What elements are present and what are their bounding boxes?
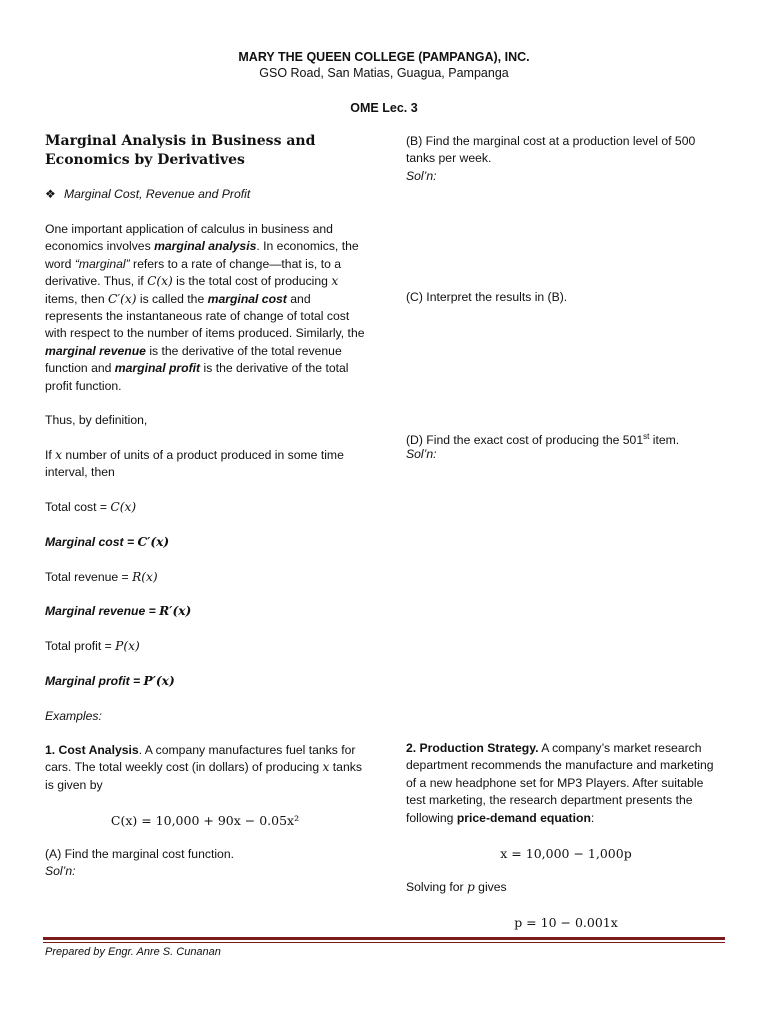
left-column	[45, 0, 365, 940]
example-text: . A company manufactures fuel tanks for cars. The total weekly cost (in dollars) of producing	[45, 743, 356, 775]
def-total-profit	[45, 638, 365, 655]
right-column	[406, 0, 726, 940]
solution-label-a: Sol’n:	[45, 864, 76, 878]
intro-text: is called the	[136, 291, 208, 306]
intro-text: and represents the instantaneous rate of change of total cost with respect to the number of items produced. Similarly, the	[45, 291, 365, 341]
if-text: number of units of a product produced in some time interval, then	[45, 448, 344, 480]
def-label: Marginal cost =	[45, 535, 138, 549]
intro-paragraph	[45, 221, 365, 395]
intro-text: is the total cost of producing	[172, 274, 332, 289]
def-total-cost	[45, 499, 365, 516]
footer-credit: Prepared by Engr. Anre S. Cunanan	[45, 946, 221, 958]
def-label: Marginal revenue =	[45, 604, 160, 618]
def-label: Total profit =	[45, 639, 116, 653]
example-2-heading: 2. Production Strategy.	[406, 741, 539, 755]
example-text: :	[590, 810, 595, 825]
math-cx: C(x)	[147, 274, 173, 289]
subheading-text: Marginal Cost, Revenue and Profit	[63, 187, 251, 201]
title-line-2: Economics by Derivatives	[45, 152, 245, 168]
def-total-revenue	[45, 569, 365, 586]
def-label: Total cost =	[45, 500, 111, 514]
math-x: x	[331, 274, 339, 289]
thus-line: Thus, by definition,	[45, 413, 148, 427]
solving-text: Solving for	[406, 880, 467, 894]
term-price-demand: price-demand equation	[456, 810, 591, 825]
example-1	[45, 742, 365, 794]
title-line-1: Marginal Analysis in Business and	[45, 133, 316, 149]
def-marginal-profit	[45, 673, 365, 690]
if-text: If	[45, 448, 56, 462]
math-cprime: C′(x)	[108, 291, 137, 306]
solution-label-d: Sol’n:	[406, 447, 437, 461]
term-marginal-analysis: marginal analysis	[154, 239, 257, 254]
def-expr: P(x)	[115, 639, 140, 653]
intro-text: is the derivative of the total revenue function and	[45, 343, 342, 376]
solving-text: gives	[474, 880, 507, 894]
intro-text: refers to a rate of change—that is, to a derivative. Thus, if	[45, 256, 342, 289]
intro-text: items, then	[45, 291, 108, 306]
def-expr: R′(x)	[159, 604, 192, 618]
term-marginal-quoted: “marginal”	[74, 256, 130, 271]
term-marginal-profit: marginal profit	[114, 361, 201, 376]
def-expr: C′(x)	[137, 535, 170, 549]
part-c: (C) Interpret the results in (B).	[406, 290, 568, 304]
solution-label-b: Sol’n:	[406, 169, 437, 183]
intro-text: is the derivative of the total profit function.	[45, 361, 349, 393]
intro-text: . In economics, the word	[45, 239, 359, 271]
footer-rule-thin	[43, 942, 725, 943]
def-label: Total revenue =	[45, 570, 133, 584]
math-x: x	[322, 760, 330, 775]
def-marginal-cost	[45, 534, 365, 551]
price-equation: p = 10 − 0.001x	[514, 915, 618, 930]
demand-equation: x = 10,000 − 1,000p	[500, 846, 632, 861]
examples-label: Examples:	[45, 709, 102, 723]
example-1-heading: 1. Cost Analysis	[45, 743, 139, 757]
term-marginal-cost: marginal cost	[207, 291, 287, 306]
subheading	[45, 186, 365, 203]
term-marginal-revenue: marginal revenue	[45, 343, 146, 358]
def-expr: P′(x)	[143, 674, 175, 688]
def-label: Marginal profit =	[45, 674, 144, 688]
math-x: x	[55, 448, 63, 462]
example-text: tanks is given by	[45, 760, 362, 792]
section-title	[45, 132, 365, 170]
def-marginal-revenue	[45, 603, 365, 620]
diamond-bullet-icon: ❖	[45, 187, 56, 201]
example-text: A company’s market research department recommends the manufacture and marketing of a new headphone set for MP3 Players. After suitable test marketing, the research department presents the following	[406, 741, 714, 825]
school-name: MARY THE QUEEN COLLEGE (PAMPANGA), INC.	[238, 50, 530, 64]
lecture-code: OME Lec. 3	[350, 101, 418, 115]
intro-text: One important application of calculus in business and economics involves	[45, 222, 333, 254]
part-d-text: item.	[649, 433, 680, 448]
def-expr: R(x)	[132, 570, 158, 584]
school-address: GSO Road, San Matias, Guagua, Pampanga	[259, 66, 509, 80]
part-b: (B) Find the marginal cost at a production level of 500 tanks per week.	[406, 134, 696, 166]
footer-rule-thick	[43, 937, 725, 940]
math-p: p	[466, 880, 475, 894]
ordinal-suffix: st	[643, 432, 650, 441]
example-2	[406, 740, 726, 827]
part-a: (A) Find the marginal cost function.	[45, 847, 234, 861]
if-statement	[45, 447, 365, 482]
part-d-text: (D) Find the exact cost of producing the 501	[406, 433, 644, 448]
def-expr: C(x)	[110, 500, 137, 514]
solving-line	[406, 879, 726, 896]
cost-equation: C(x) = 10,000 + 90x − 0.05x²	[110, 813, 300, 828]
